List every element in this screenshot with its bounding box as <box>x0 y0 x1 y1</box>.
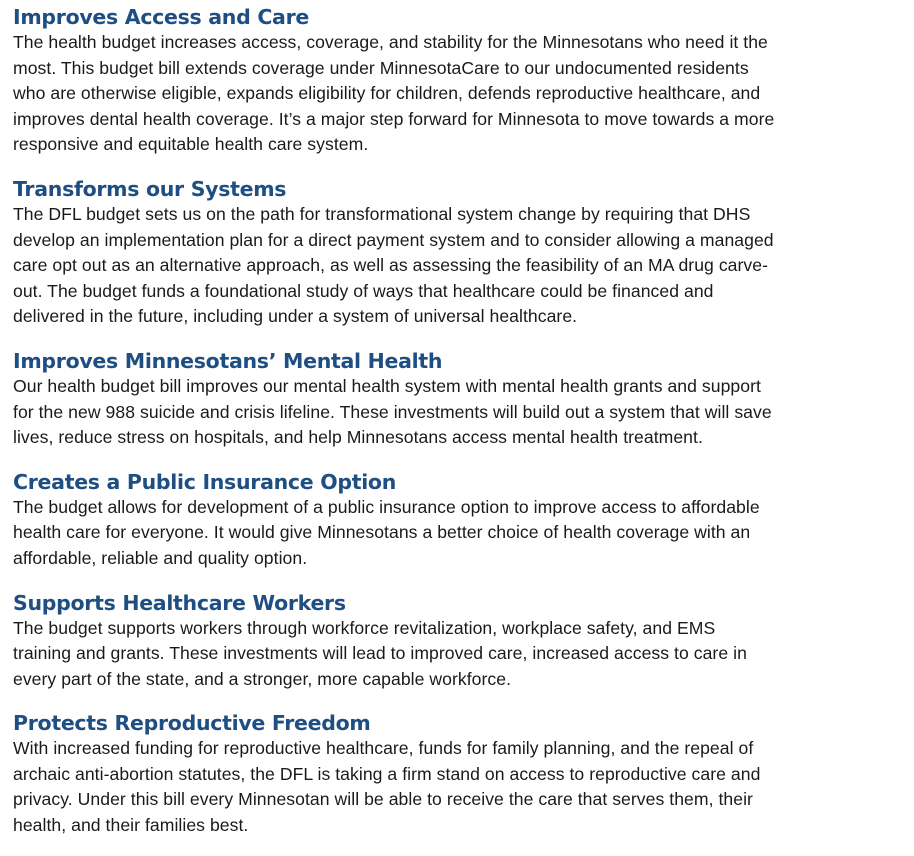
paragraph-line: affordable, reliable and quality option. <box>13 547 308 568</box>
section-spacer <box>13 692 909 710</box>
paragraph-line: develop an implementation plan for a direct payment system and to consider allowing a managed <box>13 229 774 250</box>
section-paragraph <box>13 30 909 158</box>
section-heading: Protects Reproductive Freedom <box>13 711 371 736</box>
paragraph-line: for the new 988 suicide and crisis lifeline. These investments will build out a system that will save <box>13 401 772 422</box>
paragraph-line: delivered in the future, including under a system of universal healthcare. <box>13 306 578 327</box>
section-paragraph <box>13 495 909 572</box>
section-spacer <box>13 158 909 176</box>
section-transforms-systems <box>13 176 909 330</box>
paragraph-line: The budget allows for development of a public insurance option to improve access to affordable <box>13 496 760 517</box>
section-heading: Transforms our Systems <box>13 176 287 201</box>
section-heading: Improves Minnesotans’ Mental Health <box>13 348 443 373</box>
section-healthcare-workers <box>13 590 909 693</box>
document-body <box>13 4 909 839</box>
section-access-care <box>13 4 909 158</box>
section-paragraph <box>13 374 909 451</box>
paragraph-line: The DFL budget sets us on the path for transformational system change by requiring that DHS <box>13 203 751 224</box>
section-public-insurance <box>13 469 909 572</box>
paragraph-line: The budget supports workers through workforce revitalization, workplace safety, and EMS <box>13 617 716 638</box>
paragraph-line: privacy. Under this bill every Minnesotan will be able to receive the care that serves them, their <box>13 789 753 810</box>
section-heading: Improves Access and Care <box>13 5 310 29</box>
section-paragraph <box>13 616 909 693</box>
paragraph-line: health care for everyone. It would give Minnesotans a better choice of health coverage with an <box>13 522 751 543</box>
section-mental-health <box>13 348 909 451</box>
section-paragraph <box>13 736 909 838</box>
paragraph-line: lives, reduce stress on hospitals, and help Minnesotans access mental health treatment. <box>13 427 703 448</box>
paragraph-line: training and grants. These investments will lead to improved care, increased access to care in <box>13 643 747 664</box>
section-heading: Supports Healthcare Workers <box>13 590 346 615</box>
paragraph-line: care opt out as an alternative approach, as well as assessing the feasibility of an MA drug carve- <box>13 255 768 276</box>
section-spacer <box>13 330 909 348</box>
paragraph-line: out. The budget funds a foundational study of ways that healthcare could be financed and <box>13 280 714 301</box>
paragraph-line: health, and their families best. <box>13 815 249 836</box>
section-paragraph <box>13 202 909 330</box>
paragraph-line: archaic anti-abortion statutes, the DFL is taking a firm stand on access to reproductive care and <box>13 763 761 784</box>
paragraph-line: responsive and equitable health care system. <box>13 134 369 155</box>
section-reproductive-freedom <box>13 710 909 838</box>
paragraph-line: most. This budget bill extends coverage under MinnesotaCare to our undocumented residents <box>13 57 749 78</box>
section-spacer <box>13 572 909 590</box>
paragraph-line: The health budget increases access, coverage, and stability for the Minnesotans who need it the <box>13 32 768 52</box>
paragraph-line: who are otherwise eligible, expands eligibility for children, defends reproductive healthcare, and <box>13 83 761 104</box>
paragraph-line: every part of the state, and a stronger, more capable workforce. <box>13 668 512 689</box>
section-spacer <box>13 451 909 469</box>
paragraph-line: With increased funding for reproductive healthcare, funds for family planning, and the repeal of <box>13 738 754 759</box>
paragraph-line: Our health budget bill improves our mental health system with mental health grants and support <box>13 375 761 396</box>
paragraph-line: improves dental health coverage. It’s a major step forward for Minnesota to move towards a more <box>13 108 775 129</box>
section-heading: Creates a Public Insurance Option <box>13 469 396 494</box>
